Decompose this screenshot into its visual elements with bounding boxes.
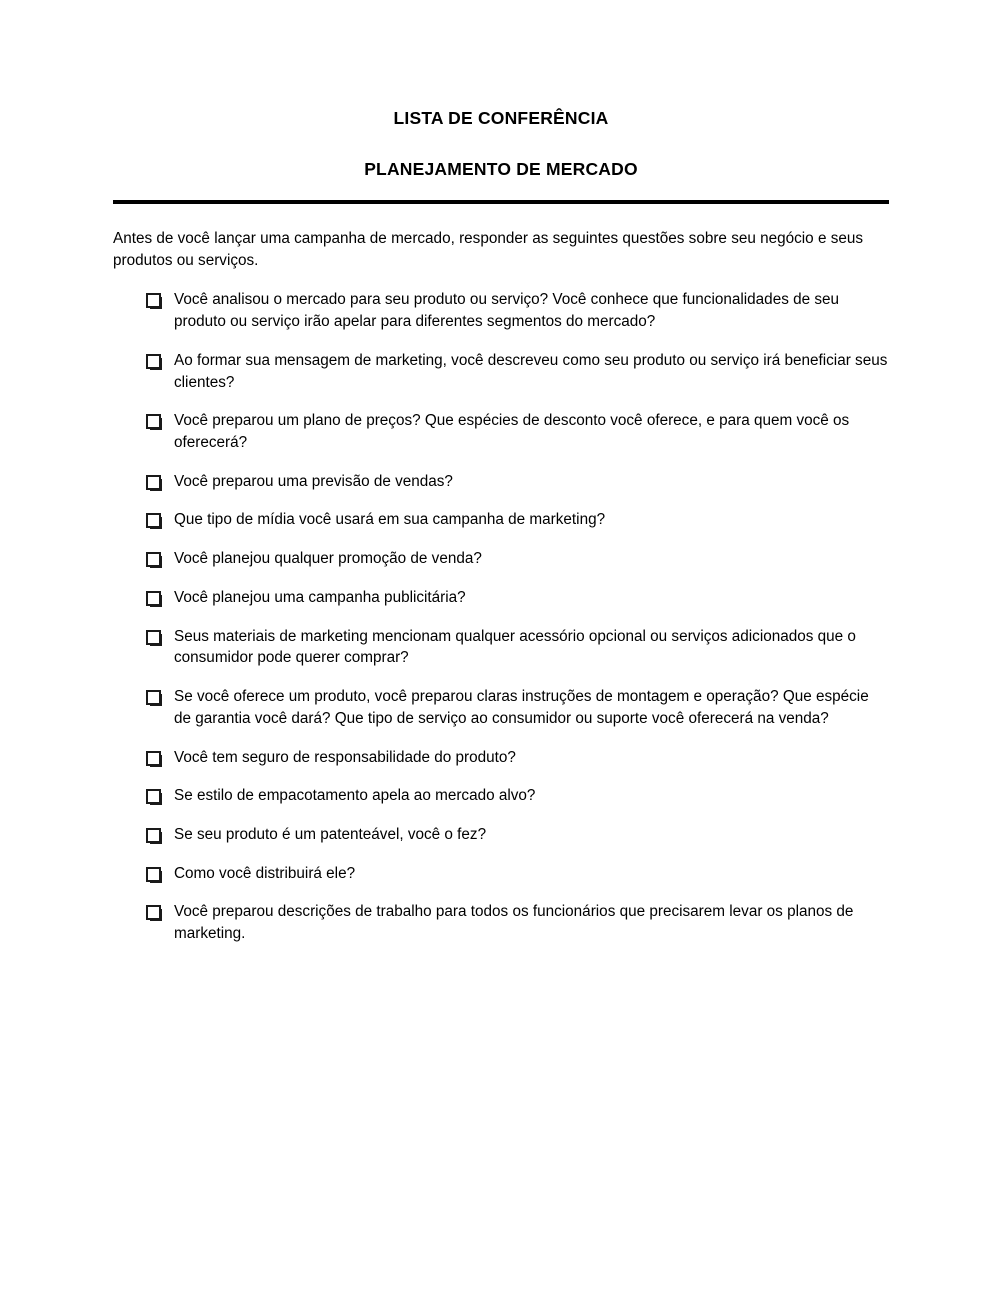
checkbox-empty-icon[interactable]	[146, 475, 161, 490]
list-item[interactable]	[113, 410, 889, 453]
list-item[interactable]	[113, 824, 889, 846]
list-item[interactable]	[113, 471, 889, 493]
list-item-label: Você tem seguro de responsabilidade do produto?	[174, 748, 516, 766]
list-item[interactable]	[113, 747, 889, 769]
checkbox-empty-icon[interactable]	[146, 513, 161, 528]
list-item-label: Você preparou uma previsão de vendas?	[174, 472, 453, 490]
list-item-label: Que tipo de mídia você usará em sua campanha de marketing?	[174, 511, 606, 529]
checkbox-empty-icon[interactable]	[146, 867, 161, 882]
list-item-label: Você planejou uma campanha publicitária?	[174, 588, 466, 606]
checkbox-empty-icon[interactable]	[146, 293, 161, 308]
list-item-label: Se você oferece um produto, você preparou claras instruções de montagem e operação? Que espécie de garantia você dará? Que tipo de serviço ao consumidor ou suporte você oferecerá na venda?	[174, 688, 869, 727]
list-item[interactable]	[113, 686, 889, 729]
list-item-label: Você preparou um plano de preços? Que espécies de desconto você oferece, e para quem você os oferecerá?	[174, 412, 850, 452]
checkbox-empty-icon[interactable]	[146, 751, 161, 766]
list-item[interactable]	[113, 548, 889, 570]
list-item-label: Como você distribuirá ele?	[174, 864, 356, 882]
list-item[interactable]	[113, 587, 889, 609]
list-item-label: Seus materiais de marketing mencionam qualquer acessório opcional ou serviços adicionados que o consumidor pode querer comprar?	[174, 627, 856, 667]
checklist	[113, 289, 889, 944]
checkbox-empty-icon[interactable]	[146, 828, 161, 843]
checkbox-empty-icon[interactable]	[146, 789, 161, 804]
list-item[interactable]	[113, 901, 889, 944]
list-item[interactable]	[113, 289, 889, 332]
checkbox-empty-icon[interactable]	[146, 591, 161, 606]
list-item[interactable]	[113, 626, 889, 669]
list-item-label: Você planejou qualquer promoção de venda?	[174, 550, 482, 568]
page-title: LISTA DE CONFERÊNCIA	[393, 108, 609, 128]
list-item[interactable]	[113, 785, 889, 807]
intro-paragraph: Antes de você lançar uma campanha de mercado, responder as seguintes questões sobre seu negócio e seus produtos ou serviços.	[113, 230, 864, 269]
list-item-label: Você analisou o mercado para seu produto ou serviço? Você conhece que funcionalidades de seu produto ou serviço irão apelar para diferentes segmentos do mercado?	[174, 291, 840, 331]
page-subtitle: PLANEJAMENTO DE MERCADO	[364, 159, 638, 179]
header-divider	[113, 200, 889, 204]
checkbox-empty-icon[interactable]	[146, 630, 161, 645]
list-item-label: Você preparou descrições de trabalho para todos os funcionários que precisarem levar os planos de marketing.	[174, 903, 854, 943]
list-item[interactable]	[113, 350, 889, 393]
list-item-label: Se estilo de empacotamento apela ao mercado alvo?	[174, 787, 536, 805]
checkbox-empty-icon[interactable]	[146, 905, 161, 920]
list-item-label: Ao formar sua mensagem de marketing, você descreveu como seu produto ou serviço irá beneficiar seus clientes?	[174, 351, 888, 391]
list-item[interactable]	[113, 509, 889, 531]
checkbox-empty-icon[interactable]	[146, 414, 161, 429]
list-item[interactable]	[113, 863, 889, 885]
checkbox-empty-icon[interactable]	[146, 690, 161, 705]
document-header	[113, 0, 889, 180]
document-body	[113, 0, 889, 962]
checkbox-empty-icon[interactable]	[146, 552, 161, 567]
checkbox-empty-icon[interactable]	[146, 354, 161, 369]
list-item-label: Se seu produto é um patenteável, você o fez?	[174, 825, 487, 843]
